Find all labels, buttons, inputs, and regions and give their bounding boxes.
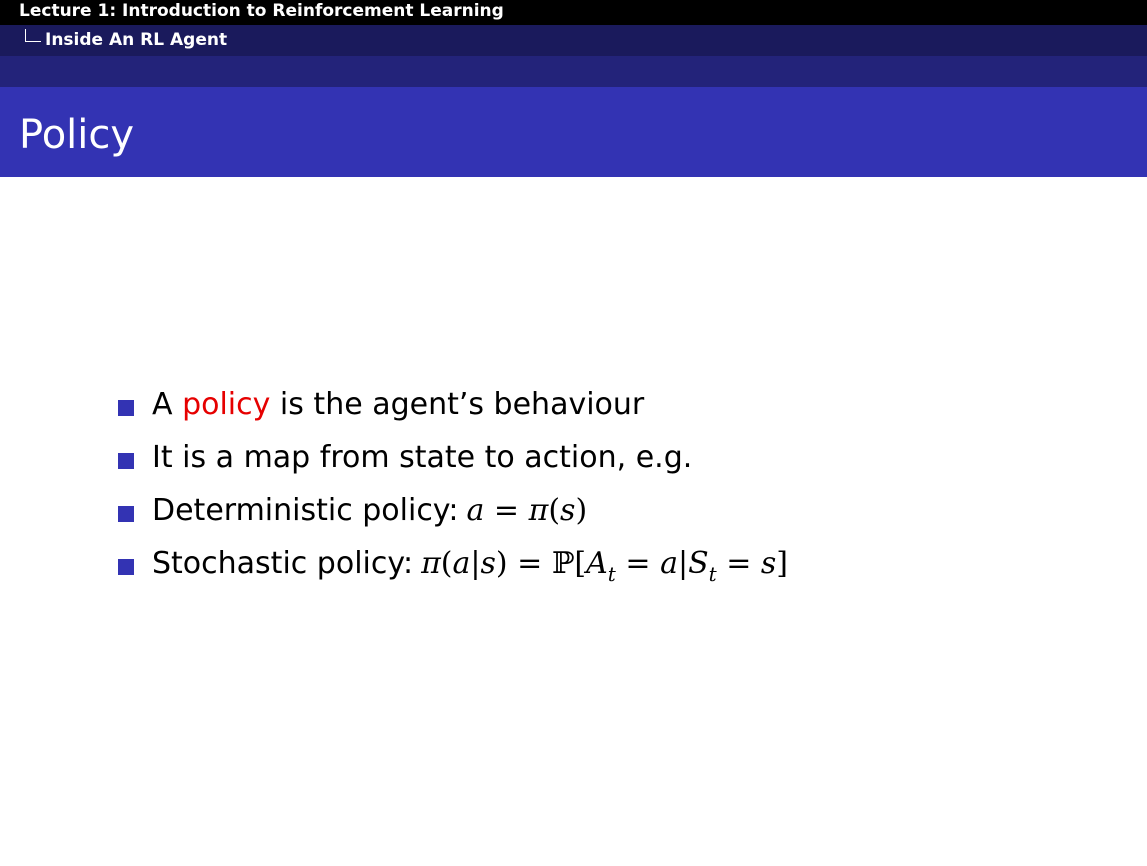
frame-title: Policy [19,112,135,158]
bullet-square-icon [118,559,134,575]
bullet-text [152,380,644,430]
list-item [118,539,1098,592]
section-title: Inside An RL Agent [45,30,228,50]
list-item [118,486,1098,539]
lecture-header-bar [0,0,1147,25]
bullet-text-before: A [152,387,183,422]
bullet-square-icon [118,506,134,522]
bullet-text [152,486,587,536]
list-item [118,433,1098,486]
section-header-bar [0,25,1147,56]
bullet-label: Stochastic policy: [152,546,414,581]
highlight-term: policy [182,387,271,422]
bullet-square-icon [118,400,134,416]
lecture-title: Lecture 1: Introduction to Reinforcement Learning [19,1,504,21]
bullet-text [152,539,788,589]
list-item [118,380,1098,433]
bullet-label: Deterministic policy: [152,493,459,528]
bullet-square-icon [118,453,134,469]
bullet-list [118,380,1098,592]
formula-deterministic: a = π(s) [466,493,588,528]
frame-title-bar [0,87,1147,177]
header-spacer [0,56,1147,87]
tree-connector-icon [25,29,41,42]
bullet-text: It is a map from state to action, e.g. [152,440,693,475]
bullet-text-after: is the agent’s behaviour [270,387,645,422]
formula-stochastic: $\pi(a|s) = ℙ[A_t = a|S_t = s]$ [421,546,789,586]
